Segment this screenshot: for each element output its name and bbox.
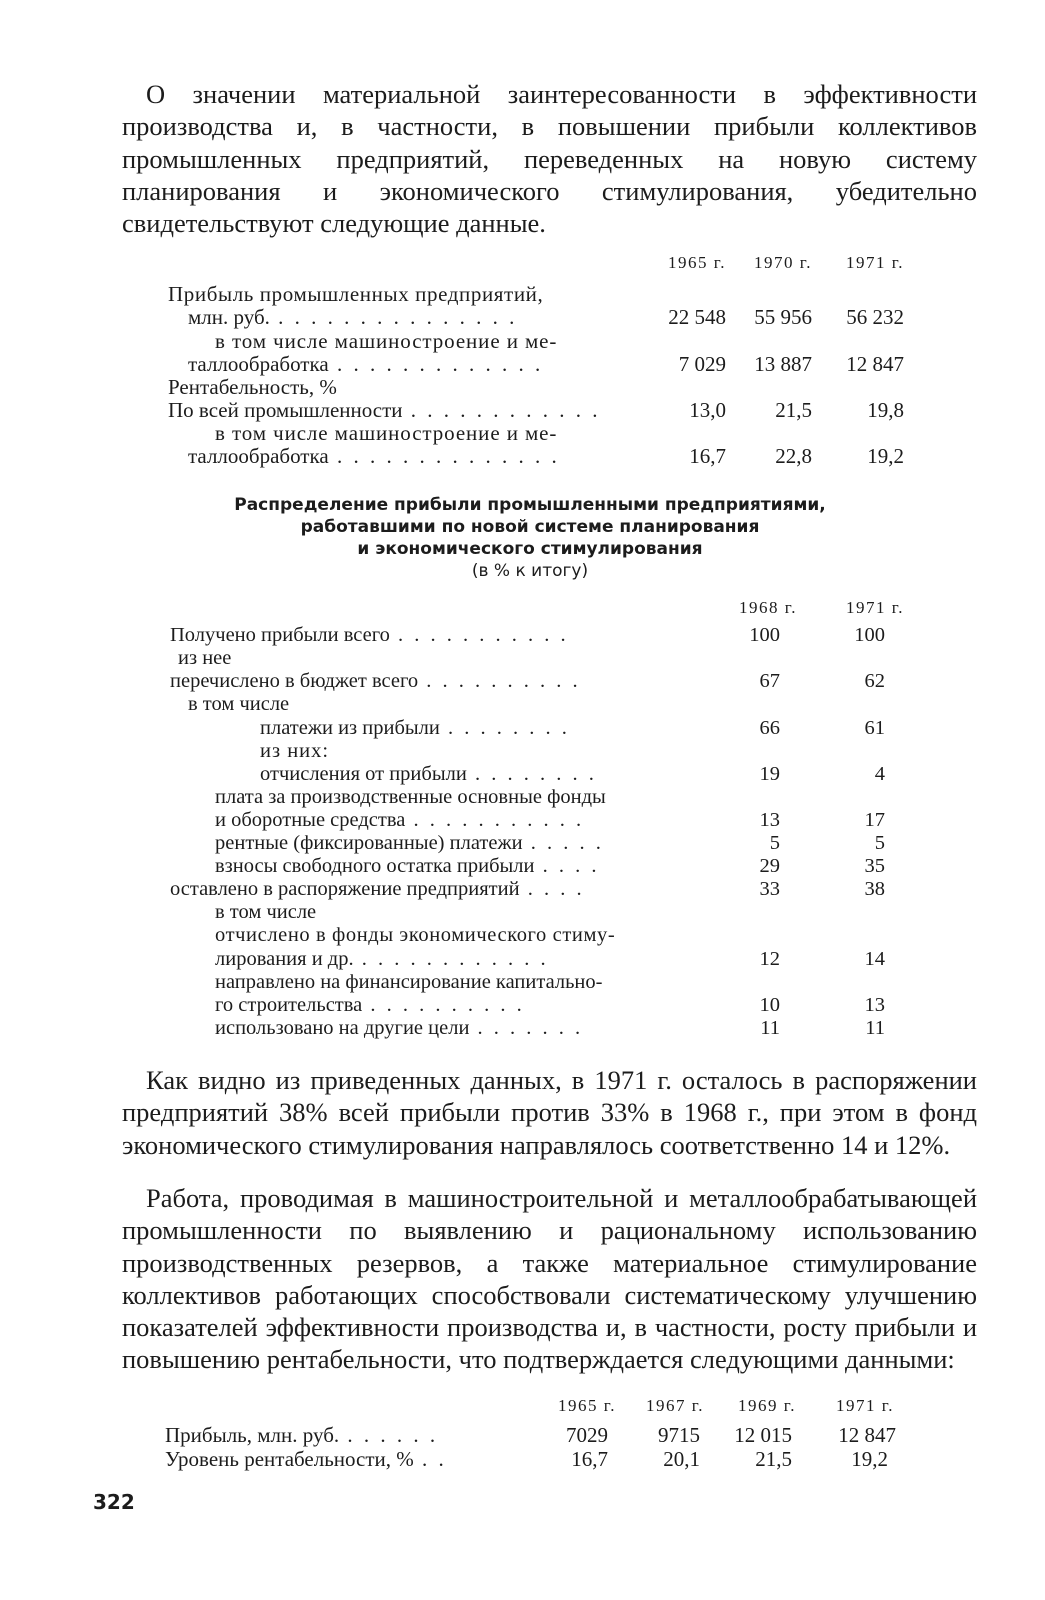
table2-row-label: отчислено в фонды экономического стиму- xyxy=(215,924,616,946)
table2-value: 13 xyxy=(759,809,780,831)
table2-value: 4 xyxy=(874,763,885,785)
table1-year-1: 1965 г. xyxy=(667,253,726,272)
table2-row-label: плата за производственные основные фонды xyxy=(215,786,606,808)
table2-row-label: Получено прибыли всего . . . . . . . . . . . xyxy=(170,624,569,646)
table1-value: 7 029 xyxy=(678,352,726,376)
table1-row-label: таллообработка . . . . . . . . . . . . . xyxy=(188,352,544,376)
table2-row-label: из нее xyxy=(178,647,232,669)
table2-value: 33 xyxy=(759,878,780,900)
table1-value: 19,2 xyxy=(867,444,904,468)
table1-row-label: таллообработка . . . . . . . . . . . . . . xyxy=(188,444,560,468)
table1-row-label: По всей промышленности . . . . . . . . . . . . xyxy=(168,398,601,422)
paragraph-work xyxy=(122,1182,977,1376)
caption-line: Распределение прибыли промышленными предприятиями, xyxy=(234,495,826,515)
table1-value: 22,8 xyxy=(775,444,812,468)
table2-row-label: платежи из прибыли . . . . . . . . xyxy=(260,717,570,739)
table3-year-2: 1967 г. xyxy=(645,1396,704,1415)
table1-value: 56 232 xyxy=(846,305,904,329)
table1-year-2: 1970 г. xyxy=(753,253,812,272)
table1-row-label: в том числе машиностроение и ме- xyxy=(215,421,558,445)
table1-row-label: Прибыль промышленных предприятий, xyxy=(168,282,544,306)
paragraph-work-text: Работа, проводимая в машиностроительной и металлообрабатывающей промышленности по выявлению и рациональному использованию производственных резервов, а также материальное стимулирование коллективов работающих способствовали систематическому улучшению показателей эффективности производства и, в частности, росту прибыли и повышению рентабельности, что подтверждается следующими данными: xyxy=(122,1183,977,1375)
table1-value: 22 548 xyxy=(668,305,726,329)
page-number: 322 xyxy=(93,1490,135,1514)
table1-row-label: в том числе машиностроение и ме- xyxy=(215,329,558,353)
table3-value: 19,2 xyxy=(851,1447,888,1471)
table2-value: 38 xyxy=(864,878,885,900)
table2-row-label: направлено на финансирование капитально- xyxy=(215,971,603,993)
table1-value: 55 956 xyxy=(754,305,812,329)
table3-year-1: 1965 г. xyxy=(557,1396,616,1415)
table2-row-label: оставлено в распоряжение предприятий . . . . xyxy=(170,878,585,900)
table2-caption xyxy=(150,494,910,582)
table1-value: 21,5 xyxy=(775,398,812,422)
table2-value: 62 xyxy=(864,670,885,692)
table2-value: 100 xyxy=(854,624,885,646)
table3-year-3: 1969 г. xyxy=(737,1396,796,1415)
table2-row-label: взносы свободного остатка прибыли . . . . xyxy=(215,855,600,877)
table3-value: 21,5 xyxy=(755,1447,792,1471)
table2-value: 35 xyxy=(864,855,885,877)
table2-value: 61 xyxy=(864,717,885,739)
paragraph-summary-text: Как видно из приведенных данных, в 1971 г. осталось в распоряжении предприятий 38% всей прибыли против 33% в 1968 г., при этом в фонд экономического стимулирования направлялось соответственно 14 и 12%. xyxy=(122,1065,977,1160)
table2-year-2: 1971 г. xyxy=(845,598,904,617)
table1-value: 13,0 xyxy=(689,398,726,422)
table2-value: 11 xyxy=(865,1017,885,1039)
table2-value: 11 xyxy=(760,1017,780,1039)
table1-year-3: 1971 г. xyxy=(845,253,904,272)
table2-row-label: рентные (фиксированные) платежи . . . . . xyxy=(215,832,604,854)
table1-value: 16,7 xyxy=(689,444,726,468)
table1-value: 13 887 xyxy=(754,352,812,376)
table1-value: 19,8 xyxy=(867,398,904,422)
table2-value: 5 xyxy=(769,832,780,854)
paragraph-intro xyxy=(122,78,977,239)
table2-row-label: в том числе xyxy=(215,901,317,923)
table2-row-label: перечислено в бюджет всего . . . . . . . . . . xyxy=(170,670,581,692)
table2-row-label: отчисления от прибыли . . . . . . . . xyxy=(260,763,597,785)
table3-row-label: Уровень рентабельности, % . . xyxy=(165,1447,447,1471)
table2-value: 10 xyxy=(759,994,780,1016)
paragraph-intro-text: О значении материальной заинтересованности в эффективности производства и, в частности, в повышении прибыли коллективов промышленных предприятий, переведенных на новую систему планирования и экономического стимулирования, убедительно свидетельствуют следующие данные. xyxy=(122,79,977,239)
table2-row-label: лирования и др. . . . . . . . . . . . . xyxy=(215,948,549,970)
table2-value: 13 xyxy=(864,994,885,1016)
table2-year-1: 1968 г. xyxy=(738,598,797,617)
paragraph-summary xyxy=(122,1064,977,1161)
table3-year-4: 1971 г. xyxy=(835,1396,894,1415)
caption-subtitle: (в % к итогу) xyxy=(471,561,589,581)
table3-value: 12 015 xyxy=(734,1423,792,1447)
table2-row-label: в том числе xyxy=(188,693,290,715)
table1-value: 12 847 xyxy=(846,352,904,376)
table2-value: 17 xyxy=(864,809,885,831)
table2-value: 14 xyxy=(864,948,885,970)
table2-value: 19 xyxy=(759,763,780,785)
table3-value: 9715 xyxy=(658,1423,700,1447)
caption-line: работавшими по новой системе планирования xyxy=(300,517,760,537)
table2-value: 29 xyxy=(759,855,780,877)
table2-row-label: из них: xyxy=(260,740,330,762)
table1-row-label: млн. руб. . . . . . . . . . . . . . . . xyxy=(188,305,518,329)
table2-value: 5 xyxy=(874,832,885,854)
table3-value: 20,1 xyxy=(663,1447,700,1471)
table2-row-label: использовано на другие цели . . . . . . . xyxy=(215,1017,584,1039)
table3-value: 7029 xyxy=(566,1423,608,1447)
table2-value: 100 xyxy=(749,624,780,646)
table3-value: 16,7 xyxy=(571,1447,608,1471)
table3-row-label: Прибыль, млн. руб. . . . . . . xyxy=(165,1423,439,1447)
table2-value: 66 xyxy=(759,717,780,739)
table2-row-label: го строительства . . . . . . . . . . xyxy=(215,994,525,1016)
caption-line: и экономического стимулирования xyxy=(357,539,703,559)
table2-row-label: и оборотные средства . . . . . . . . . . . xyxy=(215,809,585,831)
table3-value: 12 847 xyxy=(838,1423,896,1447)
table2-value: 67 xyxy=(759,670,780,692)
table2-value: 12 xyxy=(759,948,780,970)
table1-row-label: Рентабельность, % xyxy=(168,375,337,399)
